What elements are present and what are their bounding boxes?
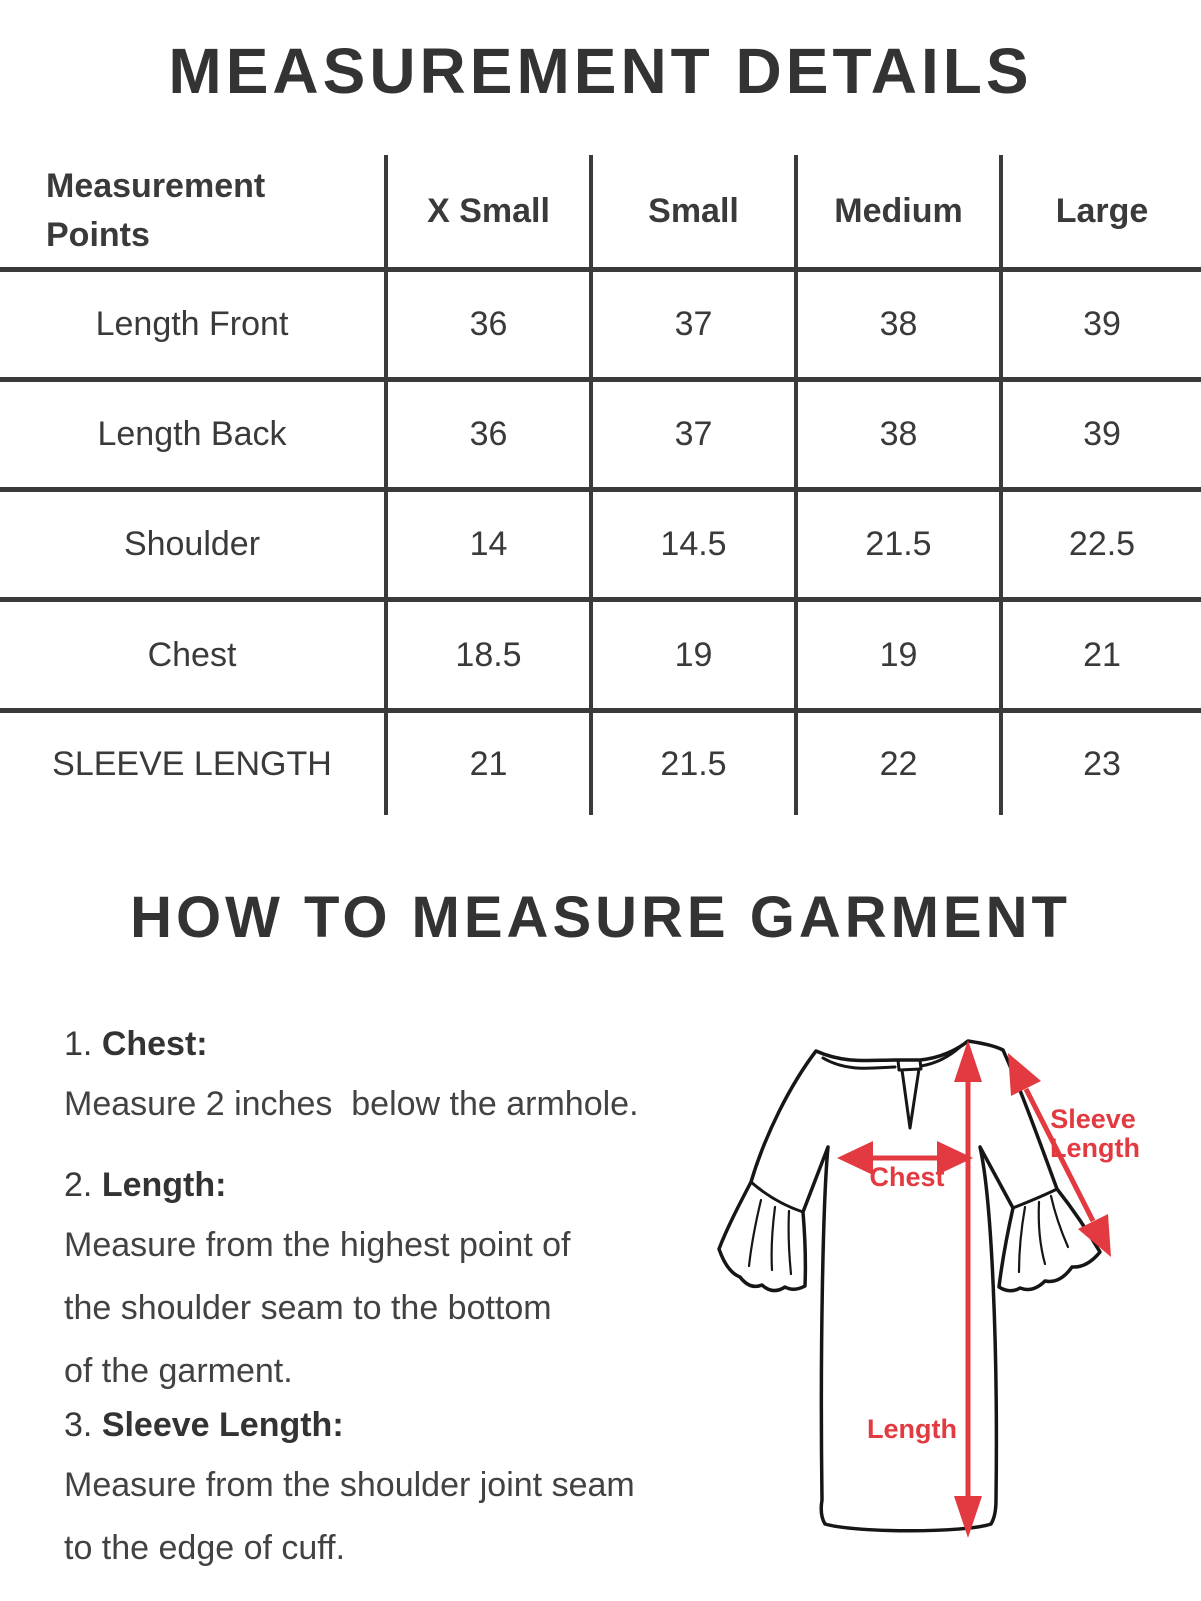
table-header-small: Small (593, 155, 798, 272)
instruction-step-length (64, 1166, 571, 1403)
step-text: Measure from the highest point of (64, 1226, 571, 1264)
step-label: Length: (101, 1166, 227, 1204)
table-header-large: Large (1003, 155, 1201, 272)
table-cell: 21 (1003, 602, 1201, 713)
table-cell: 23 (1083, 744, 1121, 783)
table-header-medium: Medium (798, 155, 1003, 272)
length-label: Length (867, 1414, 957, 1444)
table-cell: 18.5 (388, 602, 593, 713)
row-label-sleeve-length: SLEEVE LENGTH (0, 713, 388, 815)
step-text: of the garment. (64, 1352, 293, 1390)
step-number: 3. (64, 1406, 93, 1444)
step-text: Measure from the shoulder joint seam (64, 1466, 635, 1504)
table-cell: 14 (388, 492, 593, 602)
step-text: to the edge of cuff. (64, 1529, 346, 1567)
table-cell: 19 (593, 602, 798, 713)
step-text: the shoulder seam to the bottom (64, 1289, 552, 1327)
garment-measure-diagram (695, 1000, 1195, 1560)
table-cell: 21 (388, 713, 593, 815)
table-cell: 37 (593, 382, 798, 492)
instruction-step-sleeve-length (64, 1406, 635, 1580)
page-title: MEASUREMENT DETAILS (168, 35, 1033, 107)
section-title-how-to-measure: HOW TO MEASURE GARMENT (130, 885, 1071, 950)
row-label-length-front: Length Front (0, 272, 388, 382)
table-cell: 14.5 (593, 492, 798, 602)
row-label-chest: Chest (0, 602, 388, 713)
sleeve-length-label-line1: Sleeve (1050, 1104, 1136, 1134)
step-number: 1. (64, 1025, 93, 1063)
step-text: Measure 2 inches below the armhole. (64, 1085, 639, 1123)
table-cell: 22 (798, 713, 1003, 815)
table-cell: 37 (593, 272, 798, 382)
sleeve-length-label-line2: Length (1050, 1133, 1140, 1163)
table-header-x-small: X Small (388, 155, 593, 272)
table-cell: 22.5 (1003, 492, 1201, 602)
step-number: 2. (64, 1166, 93, 1204)
instruction-step-chest (64, 1025, 639, 1136)
table-header-measurement-points: Measurement Points (0, 155, 388, 272)
step-label: Sleeve Length: (101, 1406, 344, 1444)
table-cell: 39 (1003, 272, 1201, 382)
table-cell: 39 (1003, 382, 1201, 492)
size-table (0, 155, 1201, 815)
table-cell: 36 (388, 272, 593, 382)
table-cell: 21.5 (798, 492, 1003, 602)
table-cell: 19 (798, 602, 1003, 713)
chest-label: Chest (869, 1162, 945, 1192)
step-label: Chest: (101, 1025, 208, 1063)
table-cell: 21.5 (593, 713, 798, 815)
row-label-length-back: Length Back (0, 382, 388, 492)
row-label-shoulder: Shoulder (0, 492, 388, 602)
table-cell: 38 (798, 382, 1003, 492)
table-cell: 38 (798, 272, 1003, 382)
table-cell: 36 (388, 382, 593, 492)
